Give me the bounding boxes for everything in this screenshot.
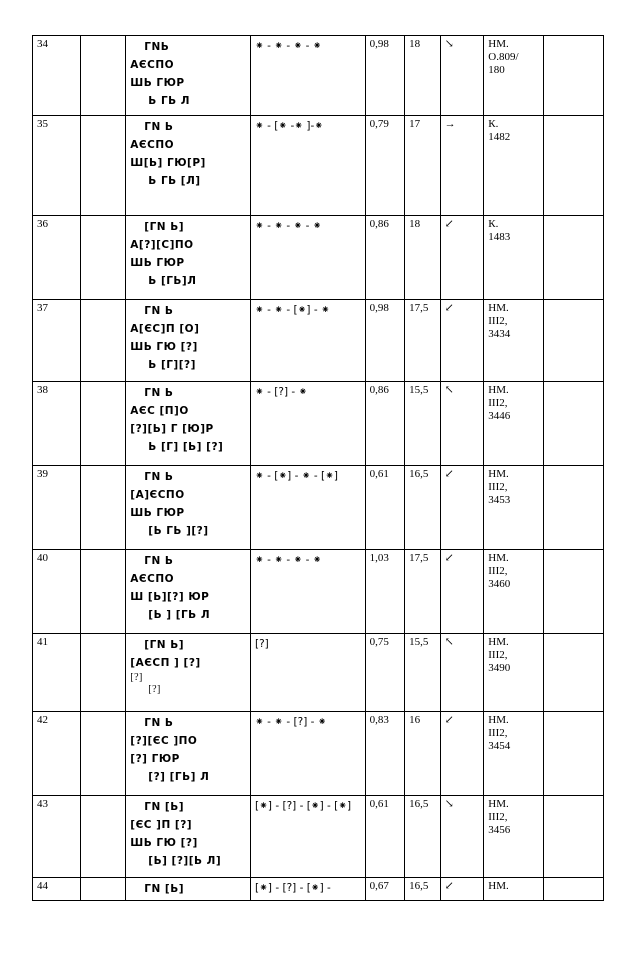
reference-cell [484, 116, 544, 216]
reference-line: 180 [488, 64, 505, 76]
pattern-cell [251, 878, 366, 901]
diameter-cell: 16,5 [405, 796, 440, 878]
pattern-text: ⁕ - ⁕ - ⁕ - ⁕ [255, 554, 322, 566]
row-number: 36 [33, 216, 81, 300]
legend-line: ГN Ь [144, 305, 174, 317]
row-number: 44 [33, 878, 81, 901]
empty-cell [80, 36, 126, 116]
table-row [33, 36, 604, 116]
legend-line: [?] ГЮР [130, 753, 180, 765]
table-row [33, 116, 604, 216]
row-number: 34 [33, 36, 81, 116]
diameter-cell: 15,5 [405, 382, 440, 466]
table-row [33, 216, 604, 300]
pattern-text: ⁕ - [⁕ -⁕ ]-⁕ [255, 120, 324, 132]
pattern-cell [251, 116, 366, 216]
pattern-text: ⁕ - ⁕ - ⁕ - ⁕ [255, 40, 322, 52]
empty-cell [80, 796, 126, 878]
reference-line: 3456 [488, 824, 511, 836]
legend-cell [126, 712, 251, 796]
reference-line: 3460 [488, 578, 511, 590]
empty-cell [544, 116, 604, 216]
legend-line: А[ЄС]П [О] [130, 323, 200, 335]
empty-cell [80, 300, 126, 382]
reference-line: 3434 [488, 328, 511, 340]
legend-line: ШЬ ГЮ [?] [130, 837, 198, 849]
diameter-cell: 18 [405, 216, 440, 300]
legend-line: [?] [130, 672, 143, 683]
legend-line: АЄСПО [130, 573, 175, 585]
empty-cell [544, 796, 604, 878]
reference-line: 3453 [488, 494, 511, 506]
legend-cell [126, 116, 251, 216]
row-number: 38 [33, 382, 81, 466]
reference-line: ІІІ2, [488, 811, 508, 823]
diameter-cell: 17 [405, 116, 440, 216]
legend-line: А[?][С]ПО [130, 239, 194, 251]
legend-line: ШЬ ГЮ [?] [130, 341, 198, 353]
diameter-cell: 17,5 [405, 550, 440, 634]
legend-line: ГN Ь [144, 471, 174, 483]
empty-cell [544, 36, 604, 116]
reference-line: 1482 [488, 131, 511, 143]
empty-cell [544, 300, 604, 382]
weight-cell: 0,86 [365, 382, 405, 466]
reference-line: ІІІ2, [488, 649, 508, 661]
reference-line: ІІІ2, [488, 727, 508, 739]
reference-line: НМ. [488, 302, 509, 314]
legend-line: [ГN Ь] [144, 639, 185, 651]
reference-cell [484, 382, 544, 466]
table-row [33, 878, 604, 901]
legend-cell [126, 300, 251, 382]
legend-line: ШЬ ГЮР [130, 507, 185, 519]
legend-line: ГN Ь [144, 387, 174, 399]
row-number: 43 [33, 796, 81, 878]
legend-cell [126, 796, 251, 878]
legend-line: Ш[Ь] ГЮ[Р] [130, 157, 206, 169]
legend-line: Ь [Г][?] [148, 359, 196, 371]
legend-line: [Ь] [?][Ь Л] [148, 855, 222, 867]
legend-cell [126, 216, 251, 300]
pattern-cell [251, 216, 366, 300]
weight-cell: 0,98 [365, 36, 405, 116]
pattern-cell [251, 36, 366, 116]
axis-arrow-icon: → [440, 116, 484, 216]
reference-line: НМ. [488, 636, 509, 648]
legend-line: ГNЬ [144, 41, 170, 53]
weight-cell: 0,83 [365, 712, 405, 796]
legend-line: ГN Ь [144, 717, 174, 729]
reference-line: НМ. [488, 468, 509, 480]
reference-line: ІІІ2, [488, 397, 508, 409]
reference-cell [484, 300, 544, 382]
legend-line: [Ь ] [ГЬ Л [148, 609, 211, 621]
reference-line: НМ. [488, 798, 509, 810]
legend-line: [ГN Ь] [144, 221, 185, 233]
empty-cell [80, 382, 126, 466]
legend-line: Ь ГЬ [Л] [148, 175, 201, 187]
pattern-text: ⁕ - ⁕ - [⁕] - ⁕ [255, 304, 330, 316]
legend-cell [126, 550, 251, 634]
axis-arrow-icon: ↘ [440, 796, 484, 878]
empty-cell [544, 634, 604, 712]
legend-line: ШЬ ГЮР [130, 257, 185, 269]
axis-arrow-icon: ↖ [440, 634, 484, 712]
diameter-cell: 17,5 [405, 300, 440, 382]
row-number: 37 [33, 300, 81, 382]
table-row [33, 550, 604, 634]
pattern-cell [251, 382, 366, 466]
empty-cell [544, 216, 604, 300]
reference-line: НМ. [488, 552, 509, 564]
row-number: 41 [33, 634, 81, 712]
reference-line: К. [488, 118, 499, 130]
weight-cell: 1,03 [365, 550, 405, 634]
pattern-cell [251, 466, 366, 550]
empty-cell [80, 116, 126, 216]
pattern-text: [⁕] - [?] - [⁕] - [⁕] [255, 800, 352, 812]
reference-line: ІІІ2, [488, 481, 508, 493]
table-row [33, 634, 604, 712]
row-number: 39 [33, 466, 81, 550]
pattern-text: ⁕ - [?] - ⁕ [255, 386, 308, 398]
table-row [33, 382, 604, 466]
diameter-cell: 15,5 [405, 634, 440, 712]
reference-line: НМ. [488, 880, 509, 892]
pattern-cell [251, 712, 366, 796]
axis-arrow-icon: ↙ [440, 550, 484, 634]
row-number: 35 [33, 116, 81, 216]
legend-line: [?][ЄС ]ПО [130, 735, 198, 747]
reference-line: 3454 [488, 740, 511, 752]
table-row [33, 466, 604, 550]
reference-cell [484, 796, 544, 878]
axis-arrow-icon: ↘ [440, 36, 484, 116]
reference-cell [484, 216, 544, 300]
weight-cell: 0,75 [365, 634, 405, 712]
pattern-cell [251, 796, 366, 878]
empty-cell [80, 634, 126, 712]
legend-line: [?] [148, 684, 161, 695]
table-body [33, 36, 604, 901]
table-row [33, 796, 604, 878]
reference-cell [484, 36, 544, 116]
legend-line: АЄСПО [130, 139, 175, 151]
weight-cell: 0,61 [365, 466, 405, 550]
row-number: 40 [33, 550, 81, 634]
reference-line: О.809/ [488, 51, 519, 63]
reference-cell [484, 466, 544, 550]
legend-line: [АЄСП ] [?] [130, 657, 201, 669]
legend-cell [126, 382, 251, 466]
legend-cell [126, 36, 251, 116]
weight-cell: 0,61 [365, 796, 405, 878]
reference-line: 3490 [488, 662, 511, 674]
empty-cell [80, 550, 126, 634]
table-row [33, 712, 604, 796]
legend-line: Ш [Ь][?] ЮР [130, 591, 210, 603]
reference-line: НМ. [488, 384, 509, 396]
legend-line: ГN Ь [144, 121, 174, 133]
axis-arrow-icon: ↙ [440, 216, 484, 300]
catalog-table [32, 35, 604, 901]
reference-cell [484, 634, 544, 712]
diameter-cell: 18 [405, 36, 440, 116]
pattern-cell [251, 300, 366, 382]
pattern-text: ⁕ - [⁕] - ⁕ - [⁕] [255, 470, 338, 482]
pattern-cell [251, 634, 366, 712]
axis-arrow-icon: ↙ [440, 878, 484, 901]
reference-line: 3446 [488, 410, 511, 422]
legend-cell [126, 878, 251, 901]
legend-line: ШЬ ГЮР [130, 77, 185, 89]
reference-line: К. [488, 218, 499, 230]
legend-cell [126, 466, 251, 550]
empty-cell [544, 712, 604, 796]
axis-arrow-icon: ↖ [440, 382, 484, 466]
pattern-text: [?] [255, 638, 269, 650]
empty-cell [544, 382, 604, 466]
pattern-cell [251, 550, 366, 634]
diameter-cell: 16 [405, 712, 440, 796]
reference-line: 1483 [488, 231, 511, 243]
empty-cell [544, 550, 604, 634]
legend-line: ГN [Ь] [144, 883, 185, 895]
pattern-text: ⁕ - ⁕ - ⁕ - ⁕ [255, 220, 322, 232]
legend-line: Ь ГЬ Л [148, 95, 191, 107]
pattern-text: ⁕ - ⁕ - [?] - ⁕ [255, 716, 327, 728]
reference-line: НМ. [488, 714, 509, 726]
axis-arrow-icon: ↙ [440, 300, 484, 382]
pattern-text: [⁕] - [?] - [⁕] - [255, 882, 331, 894]
reference-cell [484, 712, 544, 796]
empty-cell [80, 878, 126, 901]
weight-cell: 0,98 [365, 300, 405, 382]
row-number: 42 [33, 712, 81, 796]
legend-cell [126, 634, 251, 712]
empty-cell [80, 466, 126, 550]
legend-line: Ь [ГЬ]Л [148, 275, 197, 287]
legend-line: АЄС [П]О [130, 405, 189, 417]
weight-cell: 0,86 [365, 216, 405, 300]
reference-line: НМ. [488, 38, 509, 50]
empty-cell [544, 466, 604, 550]
legend-line: [Ь ГЬ ][?] [148, 525, 209, 537]
legend-line: АЄСПО [130, 59, 175, 71]
weight-cell: 0,79 [365, 116, 405, 216]
legend-line: [?] [ГЬ] Л [148, 771, 210, 783]
legend-line: [ЄС ]П [?] [130, 819, 193, 831]
legend-line: Ь [Г] [Ь] [?] [148, 441, 224, 453]
reference-cell [484, 878, 544, 901]
diameter-cell: 16,5 [405, 466, 440, 550]
reference-cell [484, 550, 544, 634]
reference-line: ІІІ2, [488, 315, 508, 327]
table-row [33, 300, 604, 382]
legend-line: [А]ЄСПО [130, 489, 185, 501]
diameter-cell: 16,5 [405, 878, 440, 901]
empty-cell [544, 878, 604, 901]
axis-arrow-icon: ↙ [440, 466, 484, 550]
empty-cell [80, 216, 126, 300]
empty-cell [80, 712, 126, 796]
reference-line: ІІІ2, [488, 565, 508, 577]
legend-line: [?][Ь] Г [Ю]Р [130, 423, 214, 435]
legend-line: ГN Ь [144, 555, 174, 567]
weight-cell: 0,67 [365, 878, 405, 901]
legend-line: ГN [Ь] [144, 801, 185, 813]
axis-arrow-icon: ↙ [440, 712, 484, 796]
